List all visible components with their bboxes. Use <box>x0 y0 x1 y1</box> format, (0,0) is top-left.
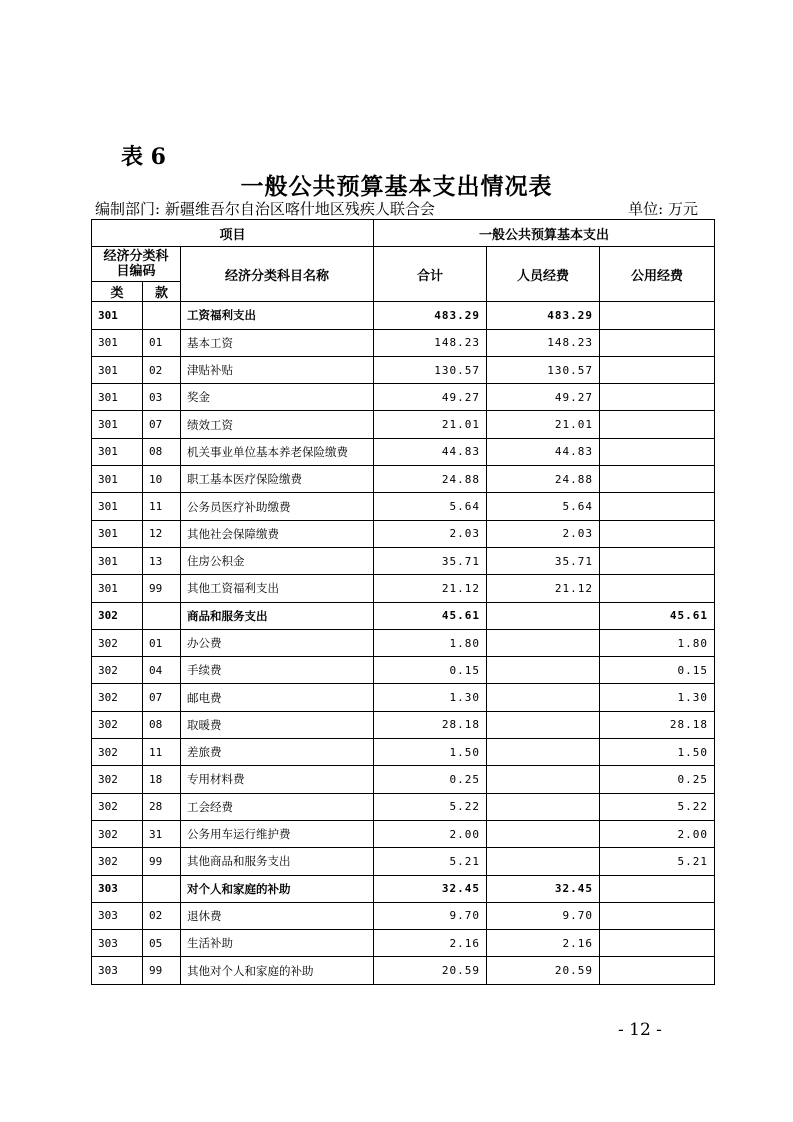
header-total: 合计 <box>374 247 487 302</box>
cell-kuan: 03 <box>143 384 181 411</box>
cell-public: 0.15 <box>600 657 715 684</box>
cell-name: 办公费 <box>181 629 374 656</box>
cell-name: 取暖费 <box>181 711 374 738</box>
cell-lei: 302 <box>92 629 143 656</box>
cell-total: 20.59 <box>374 957 487 984</box>
cell-kuan: 07 <box>143 411 181 438</box>
table-row <box>92 602 715 629</box>
cell-name: 基本工资 <box>181 329 374 356</box>
cell-lei: 301 <box>92 547 143 574</box>
cell-public: 5.21 <box>600 848 715 875</box>
cell-public: 2.00 <box>600 820 715 847</box>
cell-public <box>600 875 715 902</box>
cell-kuan: 11 <box>143 493 181 520</box>
cell-total: 2.03 <box>374 520 487 547</box>
cell-total: 1.80 <box>374 629 487 656</box>
cell-lei: 301 <box>92 466 143 493</box>
cell-personnel <box>487 684 600 711</box>
cell-name: 手续费 <box>181 657 374 684</box>
table-row <box>92 793 715 820</box>
cell-total: 9.70 <box>374 902 487 929</box>
table-row <box>92 902 715 929</box>
cell-total: 21.12 <box>374 575 487 602</box>
cell-kuan: 08 <box>143 711 181 738</box>
cell-personnel: 44.83 <box>487 438 600 465</box>
cell-lei: 302 <box>92 684 143 711</box>
cell-kuan: 02 <box>143 356 181 383</box>
header-item: 项目 <box>92 220 374 247</box>
table-number: 表 6 <box>121 144 166 170</box>
cell-lei: 301 <box>92 356 143 383</box>
table-row <box>92 384 715 411</box>
cell-total: 148.23 <box>374 329 487 356</box>
cell-public <box>600 438 715 465</box>
table-row <box>92 547 715 574</box>
table-row <box>92 739 715 766</box>
cell-name: 退休费 <box>181 902 374 929</box>
cell-lei: 302 <box>92 711 143 738</box>
table-row <box>92 711 715 738</box>
cell-personnel: 32.45 <box>487 875 600 902</box>
cell-name: 其他工资福利支出 <box>181 575 374 602</box>
unit-label: 单位: 万元 <box>628 200 698 218</box>
table-row <box>92 875 715 902</box>
header-public: 公用经费 <box>600 247 715 302</box>
cell-kuan <box>143 302 181 329</box>
cell-public <box>600 411 715 438</box>
cell-personnel: 21.01 <box>487 411 600 438</box>
cell-kuan: 18 <box>143 766 181 793</box>
cell-name: 津贴补贴 <box>181 356 374 383</box>
cell-public <box>600 329 715 356</box>
cell-personnel <box>487 602 600 629</box>
cell-public <box>600 302 715 329</box>
cell-public: 1.50 <box>600 739 715 766</box>
table-row <box>92 657 715 684</box>
cell-kuan: 01 <box>143 629 181 656</box>
cell-public <box>600 575 715 602</box>
cell-name: 奖金 <box>181 384 374 411</box>
cell-personnel: 21.12 <box>487 575 600 602</box>
cell-public <box>600 520 715 547</box>
cell-total: 45.61 <box>374 602 487 629</box>
cell-public <box>600 356 715 383</box>
cell-kuan: 11 <box>143 739 181 766</box>
cell-kuan: 12 <box>143 520 181 547</box>
cell-personnel: 9.70 <box>487 902 600 929</box>
cell-public <box>600 384 715 411</box>
cell-personnel: 2.03 <box>487 520 600 547</box>
cell-personnel: 49.27 <box>487 384 600 411</box>
cell-lei: 303 <box>92 875 143 902</box>
cell-personnel: 2.16 <box>487 930 600 957</box>
cell-lei: 301 <box>92 493 143 520</box>
cell-kuan: 31 <box>143 820 181 847</box>
cell-kuan: 28 <box>143 793 181 820</box>
cell-total: 1.30 <box>374 684 487 711</box>
cell-name: 机关事业单位基本养老保险缴费 <box>181 438 374 465</box>
cell-lei: 302 <box>92 766 143 793</box>
table-row <box>92 411 715 438</box>
cell-personnel: 20.59 <box>487 957 600 984</box>
table-row <box>92 766 715 793</box>
table-row <box>92 684 715 711</box>
cell-name: 邮电费 <box>181 684 374 711</box>
cell-name: 工资福利支出 <box>181 302 374 329</box>
cell-kuan: 99 <box>143 957 181 984</box>
cell-personnel: 35.71 <box>487 547 600 574</box>
cell-personnel: 5.64 <box>487 493 600 520</box>
cell-lei: 301 <box>92 520 143 547</box>
cell-total: 44.83 <box>374 438 487 465</box>
cell-personnel <box>487 629 600 656</box>
cell-kuan <box>143 875 181 902</box>
cell-public <box>600 957 715 984</box>
cell-name: 商品和服务支出 <box>181 602 374 629</box>
cell-name: 绩效工资 <box>181 411 374 438</box>
cell-lei: 302 <box>92 793 143 820</box>
table-row <box>92 848 715 875</box>
cell-personnel <box>487 711 600 738</box>
cell-total: 2.00 <box>374 820 487 847</box>
cell-public: 0.25 <box>600 766 715 793</box>
table-row <box>92 493 715 520</box>
cell-kuan: 07 <box>143 684 181 711</box>
cell-public: 1.30 <box>600 684 715 711</box>
cell-total: 49.27 <box>374 384 487 411</box>
header-name: 经济分类科目名称 <box>181 247 374 302</box>
cell-kuan: 99 <box>143 575 181 602</box>
cell-public: 45.61 <box>600 602 715 629</box>
cell-total: 5.64 <box>374 493 487 520</box>
table-row <box>92 930 715 957</box>
cell-personnel <box>487 793 600 820</box>
cell-total: 35.71 <box>374 547 487 574</box>
cell-total: 1.50 <box>374 739 487 766</box>
cell-name: 其他社会保障缴费 <box>181 520 374 547</box>
cell-public <box>600 466 715 493</box>
cell-lei: 302 <box>92 602 143 629</box>
table-row <box>92 356 715 383</box>
cell-public: 5.22 <box>600 793 715 820</box>
cell-kuan: 08 <box>143 438 181 465</box>
cell-lei: 303 <box>92 930 143 957</box>
table-row <box>92 957 715 984</box>
cell-total: 2.16 <box>374 930 487 957</box>
table-row <box>92 575 715 602</box>
expenditure-table <box>91 219 715 985</box>
cell-lei: 301 <box>92 329 143 356</box>
cell-name: 其他商品和服务支出 <box>181 848 374 875</box>
cell-lei: 302 <box>92 848 143 875</box>
cell-public <box>600 547 715 574</box>
cell-lei: 301 <box>92 384 143 411</box>
cell-kuan: 01 <box>143 329 181 356</box>
cell-lei: 302 <box>92 657 143 684</box>
cell-total: 483.29 <box>374 302 487 329</box>
table-row <box>92 820 715 847</box>
cell-lei: 301 <box>92 575 143 602</box>
cell-lei: 302 <box>92 739 143 766</box>
header-code-group: 经济分类科目编码 <box>92 247 181 282</box>
cell-name: 其他对个人和家庭的补助 <box>181 957 374 984</box>
cell-total: 24.88 <box>374 466 487 493</box>
cell-personnel <box>487 848 600 875</box>
cell-name: 住房公积金 <box>181 547 374 574</box>
document-title: 一般公共预算基本支出情况表 <box>240 173 553 200</box>
cell-public: 1.80 <box>600 629 715 656</box>
cell-name: 职工基本医疗保险缴费 <box>181 466 374 493</box>
cell-total: 5.22 <box>374 793 487 820</box>
cell-name: 生活补助 <box>181 930 374 957</box>
cell-name: 专用材料费 <box>181 766 374 793</box>
cell-lei: 301 <box>92 438 143 465</box>
cell-kuan: 04 <box>143 657 181 684</box>
cell-kuan <box>143 602 181 629</box>
cell-kuan: 05 <box>143 930 181 957</box>
cell-lei: 303 <box>92 957 143 984</box>
header-lei: 类 <box>92 282 143 302</box>
table-row <box>92 520 715 547</box>
cell-total: 0.15 <box>374 657 487 684</box>
cell-public: 28.18 <box>600 711 715 738</box>
cell-name: 公务员医疗补助缴费 <box>181 493 374 520</box>
cell-personnel: 148.23 <box>487 329 600 356</box>
cell-public <box>600 902 715 929</box>
cell-kuan: 99 <box>143 848 181 875</box>
table-row <box>92 629 715 656</box>
cell-name: 对个人和家庭的补助 <box>181 875 374 902</box>
cell-kuan: 10 <box>143 466 181 493</box>
cell-total: 130.57 <box>374 356 487 383</box>
cell-public <box>600 493 715 520</box>
cell-name: 公务用车运行维护费 <box>181 820 374 847</box>
cell-name: 差旅费 <box>181 739 374 766</box>
cell-total: 0.25 <box>374 766 487 793</box>
department-label: 编制部门: 新疆维吾尔自治区喀什地区残疾人联合会 <box>95 200 435 218</box>
header-personnel: 人员经费 <box>487 247 600 302</box>
cell-total: 5.21 <box>374 848 487 875</box>
table-row <box>92 302 715 329</box>
table-row <box>92 466 715 493</box>
cell-total: 21.01 <box>374 411 487 438</box>
cell-kuan: 13 <box>143 547 181 574</box>
cell-personnel <box>487 820 600 847</box>
page-number: - 12 - <box>618 1020 662 1040</box>
cell-personnel <box>487 739 600 766</box>
cell-total: 28.18 <box>374 711 487 738</box>
cell-personnel <box>487 657 600 684</box>
cell-kuan: 02 <box>143 902 181 929</box>
cell-personnel <box>487 766 600 793</box>
cell-lei: 301 <box>92 302 143 329</box>
cell-public <box>600 930 715 957</box>
cell-lei: 303 <box>92 902 143 929</box>
cell-personnel: 130.57 <box>487 356 600 383</box>
cell-lei: 301 <box>92 411 143 438</box>
header-expenditure: 一般公共预算基本支出 <box>374 220 715 247</box>
cell-personnel: 483.29 <box>487 302 600 329</box>
cell-total: 32.45 <box>374 875 487 902</box>
table-row <box>92 438 715 465</box>
cell-lei: 302 <box>92 820 143 847</box>
cell-personnel: 24.88 <box>487 466 600 493</box>
cell-name: 工会经费 <box>181 793 374 820</box>
header-kuan: 款 <box>143 282 181 302</box>
table-row <box>92 329 715 356</box>
